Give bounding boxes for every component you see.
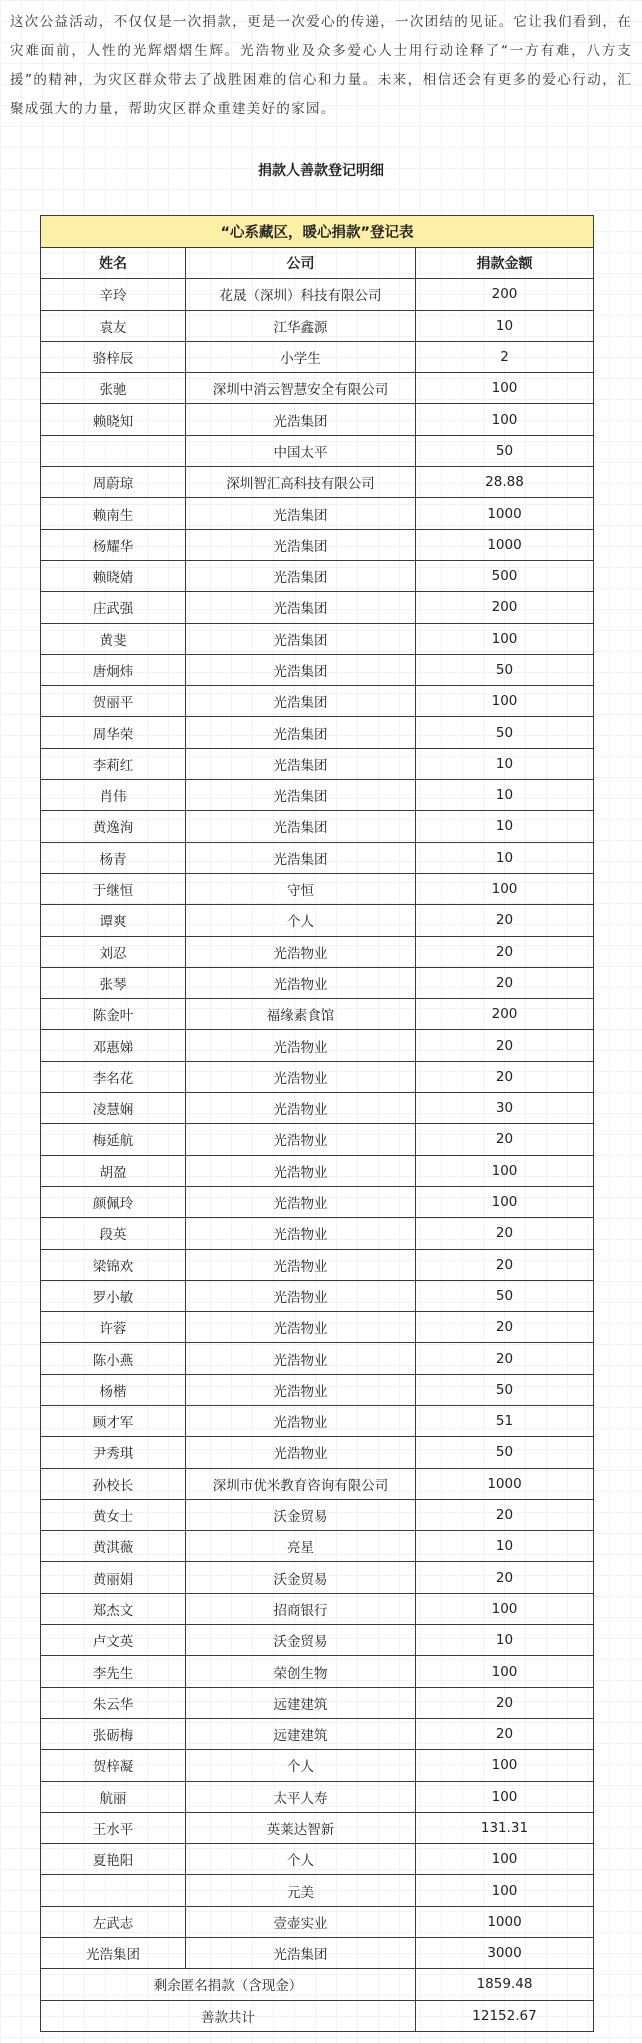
donor-name-cell: 孙校长 xyxy=(41,1468,186,1499)
table-row xyxy=(41,310,594,341)
amount-cell: 100 xyxy=(416,1593,594,1624)
table-row xyxy=(41,623,594,654)
table-row xyxy=(41,873,594,904)
company-cell: 光浩物业 xyxy=(186,967,416,998)
company-cell: 个人 xyxy=(186,905,416,936)
table-row xyxy=(41,1343,594,1374)
table-row xyxy=(41,1374,594,1405)
company-cell: 光浩集团 xyxy=(186,842,416,873)
amount-cell: 20 xyxy=(416,1312,594,1343)
summary-row xyxy=(41,1969,594,2000)
table-row xyxy=(41,1938,594,1969)
amount-cell: 500 xyxy=(416,560,594,591)
amount-cell: 51 xyxy=(416,1405,594,1436)
company-cell: 光浩集团 xyxy=(186,717,416,748)
company-cell: 光浩物业 xyxy=(186,1312,416,1343)
donor-name-cell: 张琴 xyxy=(41,967,186,998)
company-cell: 英莱达智新 xyxy=(186,1812,416,1843)
table-row xyxy=(41,373,594,404)
company-cell: 光浩物业 xyxy=(186,1280,416,1311)
table-row xyxy=(41,1061,594,1092)
donor-name-cell: 许蓉 xyxy=(41,1312,186,1343)
company-cell: 光浩物业 xyxy=(186,1218,416,1249)
summary-label: 善款共计 xyxy=(41,2000,416,2031)
header-name: 姓名 xyxy=(41,248,186,279)
amount-cell: 2 xyxy=(416,341,594,372)
table-row xyxy=(41,936,594,967)
amount-cell: 1000 xyxy=(416,1468,594,1499)
table-row xyxy=(41,1499,594,1530)
table-row xyxy=(41,1249,594,1280)
donor-name-cell: 胡盈 xyxy=(41,1155,186,1186)
donor-name-cell: 辛玲 xyxy=(41,279,186,310)
amount-cell: 28.88 xyxy=(416,467,594,498)
amount-cell: 10 xyxy=(416,1625,594,1656)
table-row xyxy=(41,1844,594,1875)
amount-cell: 20 xyxy=(416,967,594,998)
amount-cell: 100 xyxy=(416,686,594,717)
donor-name-cell: 王水平 xyxy=(41,1812,186,1843)
company-cell: 沃金贸易 xyxy=(186,1625,416,1656)
header-company: 公司 xyxy=(186,248,416,279)
amount-cell: 10 xyxy=(416,1531,594,1562)
section-title: 捐款人善款登记明细 xyxy=(258,163,384,179)
company-cell: 壹壶实业 xyxy=(186,1906,416,1937)
amount-cell: 20 xyxy=(416,1030,594,1061)
amount-cell: 20 xyxy=(416,1343,594,1374)
table-row xyxy=(41,1906,594,1937)
amount-cell: 20 xyxy=(416,1218,594,1249)
amount-cell: 20 xyxy=(416,1718,594,1749)
amount-cell: 200 xyxy=(416,279,594,310)
amount-cell: 10 xyxy=(416,780,594,811)
company-cell: 沃金贸易 xyxy=(186,1499,416,1530)
donor-name-cell: 张砺梅 xyxy=(41,1718,186,1749)
summary-amount: 12152.67 xyxy=(416,2000,594,2031)
amount-cell: 100 xyxy=(416,1844,594,1875)
company-cell: 深圳市优米教育咨询有限公司 xyxy=(186,1468,416,1499)
amount-cell: 20 xyxy=(416,1249,594,1280)
donor-name-cell xyxy=(41,1875,186,1906)
company-cell: 光浩物业 xyxy=(186,1124,416,1155)
donor-name-cell: 梅延航 xyxy=(41,1124,186,1155)
donor-name-cell: 左武志 xyxy=(41,1906,186,1937)
company-cell: 光浩集团 xyxy=(186,623,416,654)
amount-cell: 20 xyxy=(416,936,594,967)
table-row xyxy=(41,1593,594,1624)
donor-name-cell: 黄淇薇 xyxy=(41,1531,186,1562)
donor-name-cell: 卢文英 xyxy=(41,1625,186,1656)
table-row xyxy=(41,1562,594,1593)
table-row xyxy=(41,967,594,998)
donor-name-cell: 陈小燕 xyxy=(41,1343,186,1374)
table-row xyxy=(41,717,594,748)
donor-name-cell: 黄斐 xyxy=(41,623,186,654)
donor-name-cell: 杨耀华 xyxy=(41,529,186,560)
company-cell: 光浩集团 xyxy=(186,1938,416,1969)
table-row xyxy=(41,1750,594,1781)
table-row xyxy=(41,905,594,936)
company-cell: 光浩物业 xyxy=(186,1186,416,1217)
company-cell: 光浩集团 xyxy=(186,404,416,435)
company-cell: 江华鑫源 xyxy=(186,310,416,341)
table-row xyxy=(41,1812,594,1843)
table-row xyxy=(41,1531,594,1562)
table-row xyxy=(41,435,594,466)
amount-cell: 50 xyxy=(416,435,594,466)
table-row xyxy=(41,498,594,529)
table-row xyxy=(41,842,594,873)
donor-name-cell: 谭爽 xyxy=(41,905,186,936)
donor-name-cell: 于继恒 xyxy=(41,873,186,904)
table-row xyxy=(41,1875,594,1906)
amount-cell: 100 xyxy=(416,404,594,435)
company-cell: 远建建筑 xyxy=(186,1718,416,1749)
company-cell: 亮星 xyxy=(186,1531,416,1562)
table-row xyxy=(41,1656,594,1687)
company-cell: 沃金贸易 xyxy=(186,1562,416,1593)
company-cell: 守恒 xyxy=(186,873,416,904)
table-row xyxy=(41,1312,594,1343)
donor-name-cell: 张驰 xyxy=(41,373,186,404)
donor-name-cell: 黄逸洵 xyxy=(41,811,186,842)
amount-cell: 20 xyxy=(416,1124,594,1155)
header-amount: 捐款金额 xyxy=(416,248,594,279)
table-row xyxy=(41,1437,594,1468)
amount-cell: 50 xyxy=(416,1374,594,1405)
amount-cell: 20 xyxy=(416,1499,594,1530)
company-cell: 小学生 xyxy=(186,341,416,372)
donor-name-cell: 骆梓辰 xyxy=(41,341,186,372)
table-row xyxy=(41,1155,594,1186)
company-cell: 光浩物业 xyxy=(186,1374,416,1405)
donor-name-cell: 贺丽平 xyxy=(41,686,186,717)
company-cell: 元美 xyxy=(186,1875,416,1906)
company-cell: 中国太平 xyxy=(186,435,416,466)
company-cell: 花晟（深圳）科技有限公司 xyxy=(186,279,416,310)
amount-cell: 10 xyxy=(416,811,594,842)
donor-name-cell: 李名花 xyxy=(41,1061,186,1092)
donor-name-cell: 周华荣 xyxy=(41,717,186,748)
amount-cell: 10 xyxy=(416,748,594,779)
company-cell: 光浩物业 xyxy=(186,1061,416,1092)
table-row xyxy=(41,1468,594,1499)
company-cell: 光浩集团 xyxy=(186,529,416,560)
summary-amount: 1859.48 xyxy=(416,1969,594,2000)
amount-cell: 131.31 xyxy=(416,1812,594,1843)
donor-name-cell: 李先生 xyxy=(41,1656,186,1687)
donor-name-cell: 朱云华 xyxy=(41,1687,186,1718)
donor-name-cell: 陈金叶 xyxy=(41,999,186,1030)
table-row xyxy=(41,1218,594,1249)
company-cell: 光浩物业 xyxy=(186,1437,416,1468)
amount-cell: 100 xyxy=(416,1186,594,1217)
amount-cell: 50 xyxy=(416,717,594,748)
table-row xyxy=(41,780,594,811)
company-cell: 远建建筑 xyxy=(186,1687,416,1718)
donor-name-cell: 顾才军 xyxy=(41,1405,186,1436)
amount-cell: 100 xyxy=(416,1750,594,1781)
company-cell: 光浩集团 xyxy=(186,498,416,529)
donor-name-cell: 罗小敏 xyxy=(41,1280,186,1311)
table-row xyxy=(41,686,594,717)
amount-cell: 100 xyxy=(416,373,594,404)
donor-name-cell: 庄武强 xyxy=(41,592,186,623)
company-cell: 个人 xyxy=(186,1750,416,1781)
company-cell: 太平人寿 xyxy=(186,1781,416,1812)
donor-name-cell: 黄丽娟 xyxy=(41,1562,186,1593)
table-row xyxy=(41,1186,594,1217)
table-row xyxy=(41,529,594,560)
company-cell: 光浩集团 xyxy=(186,654,416,685)
table-row xyxy=(41,1405,594,1436)
donor-name-cell: 黄女士 xyxy=(41,1499,186,1530)
table-row xyxy=(41,560,594,591)
table-row xyxy=(41,748,594,779)
donor-name-cell: 赖晓知 xyxy=(41,404,186,435)
donor-name-cell: 夏艳阳 xyxy=(41,1844,186,1875)
table-row xyxy=(41,1781,594,1812)
donor-name-cell: 李莉红 xyxy=(41,748,186,779)
table-row xyxy=(41,592,594,623)
table-row xyxy=(41,1093,594,1124)
table-title-row xyxy=(41,216,594,248)
company-cell: 光浩物业 xyxy=(186,1405,416,1436)
table-row xyxy=(41,404,594,435)
company-cell: 光浩物业 xyxy=(186,1249,416,1280)
company-cell: 光浩集团 xyxy=(186,811,416,842)
summary-label: 剩余匿名捐款（含现金） xyxy=(41,1969,416,2000)
amount-cell: 50 xyxy=(416,1280,594,1311)
table-row xyxy=(41,1280,594,1311)
amount-cell: 30 xyxy=(416,1093,594,1124)
donor-name-cell: 刘忍 xyxy=(41,936,186,967)
amount-cell: 1000 xyxy=(416,498,594,529)
company-cell: 光浩集团 xyxy=(186,686,416,717)
table-row xyxy=(41,341,594,372)
company-cell: 光浩集团 xyxy=(186,748,416,779)
amount-cell: 100 xyxy=(416,873,594,904)
amount-cell: 100 xyxy=(416,1155,594,1186)
company-cell: 深圳中消云智慧安全有限公司 xyxy=(186,373,416,404)
company-cell: 招商银行 xyxy=(186,1593,416,1624)
table-row xyxy=(41,279,594,310)
donation-table xyxy=(40,215,594,2032)
amount-cell: 1000 xyxy=(416,529,594,560)
donor-name-cell xyxy=(41,435,186,466)
table-row xyxy=(41,467,594,498)
amount-cell: 50 xyxy=(416,654,594,685)
table-header-row xyxy=(41,248,594,279)
company-cell: 荣创生物 xyxy=(186,1656,416,1687)
donor-name-cell: 肖伟 xyxy=(41,780,186,811)
donor-name-cell: 郑杰文 xyxy=(41,1593,186,1624)
amount-cell: 20 xyxy=(416,1562,594,1593)
donor-name-cell: 尹秀琪 xyxy=(41,1437,186,1468)
amount-cell: 100 xyxy=(416,1875,594,1906)
donor-name-cell: 凌慧娴 xyxy=(41,1093,186,1124)
company-cell: 福缘素食馆 xyxy=(186,999,416,1030)
amount-cell: 100 xyxy=(416,623,594,654)
table-row xyxy=(41,1625,594,1656)
amount-cell: 10 xyxy=(416,842,594,873)
amount-cell: 20 xyxy=(416,1061,594,1092)
table-row xyxy=(41,1718,594,1749)
amount-cell: 50 xyxy=(416,1437,594,1468)
amount-cell: 20 xyxy=(416,905,594,936)
amount-cell: 1000 xyxy=(416,1906,594,1937)
donor-name-cell: 颜佩玲 xyxy=(41,1186,186,1217)
amount-cell: 20 xyxy=(416,1687,594,1718)
donor-name-cell: 杨青 xyxy=(41,842,186,873)
company-cell: 光浩物业 xyxy=(186,1093,416,1124)
donor-name-cell: 航丽 xyxy=(41,1781,186,1812)
donor-name-cell: 唐炯炜 xyxy=(41,654,186,685)
donor-name-cell: 段英 xyxy=(41,1218,186,1249)
table-row xyxy=(41,811,594,842)
amount-cell: 10 xyxy=(416,310,594,341)
table-row xyxy=(41,1124,594,1155)
company-cell: 光浩物业 xyxy=(186,936,416,967)
company-cell: 光浩集团 xyxy=(186,780,416,811)
amount-cell: 100 xyxy=(416,1656,594,1687)
company-cell: 个人 xyxy=(186,1844,416,1875)
amount-cell: 200 xyxy=(416,592,594,623)
company-cell: 光浩物业 xyxy=(186,1030,416,1061)
donor-name-cell: 杨楷 xyxy=(41,1374,186,1405)
amount-cell: 100 xyxy=(416,1781,594,1812)
donor-name-cell: 光浩集团 xyxy=(41,1938,186,1969)
donor-name-cell: 赖南生 xyxy=(41,498,186,529)
company-cell: 光浩集团 xyxy=(186,592,416,623)
table-title: “心系藏区，暖心捐款”登记表 xyxy=(41,216,594,248)
donor-name-cell: 梁锦欢 xyxy=(41,1249,186,1280)
table-row xyxy=(41,1687,594,1718)
donor-name-cell: 赖晓婧 xyxy=(41,560,186,591)
amount-cell: 3000 xyxy=(416,1938,594,1969)
company-cell: 光浩物业 xyxy=(186,1155,416,1186)
donor-name-cell: 袁友 xyxy=(41,310,186,341)
intro-paragraph: 这次公益活动，不仅仅是一次捐款，更是一次爱心的传递，一次团结的见证。它让我们看到，在灾难面前，人性的光辉熠熠生辉。光浩物业及众多爱心人士用行动诠释了“一方有难，八方支援”的精神，为灾区群众带去了战胜困难的信心和力量。未来，相信还会有更多的爱心行动，汇聚成强大的力量，帮助灾区群众重建美好的家园。 xyxy=(10,14,632,117)
company-cell: 深圳智汇高科技有限公司 xyxy=(186,467,416,498)
donor-name-cell: 贺梓凝 xyxy=(41,1750,186,1781)
company-cell: 光浩集团 xyxy=(186,560,416,591)
table-row xyxy=(41,999,594,1030)
summary-row xyxy=(41,2000,594,2031)
table-body xyxy=(41,279,594,2032)
table-row xyxy=(41,654,594,685)
company-cell: 光浩物业 xyxy=(186,1343,416,1374)
table-row xyxy=(41,1030,594,1061)
amount-cell: 200 xyxy=(416,999,594,1030)
donor-name-cell: 周蔚琼 xyxy=(41,467,186,498)
donor-name-cell: 邓惠娣 xyxy=(41,1030,186,1061)
